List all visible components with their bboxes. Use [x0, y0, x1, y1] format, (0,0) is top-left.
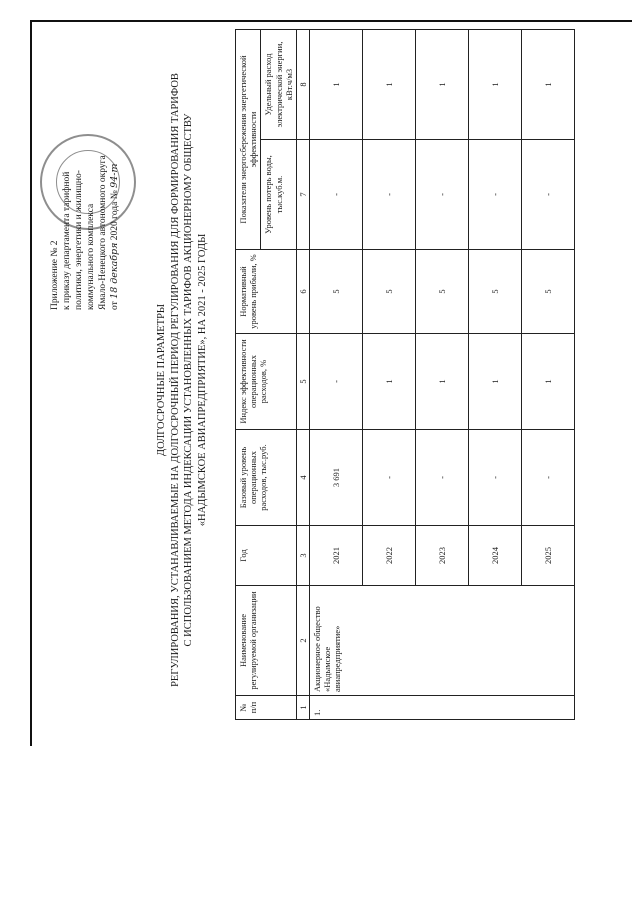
- cell-water-loss: -: [415, 140, 468, 250]
- order-number: 94-т: [109, 163, 121, 188]
- column-number: 4: [296, 430, 309, 526]
- cell-water-loss: -: [309, 140, 362, 250]
- cell-energy-consumption: 1: [362, 29, 415, 139]
- column-number: 1: [296, 696, 309, 720]
- appendix-line-1: к приказу департамента тарифной: [61, 171, 72, 310]
- date-suffix: 2020 года №: [110, 190, 121, 241]
- row-index: 1.: [309, 696, 574, 720]
- appendix-line-3: коммунального комплекса: [85, 203, 96, 310]
- cell-profit-level: 5: [309, 250, 362, 334]
- cell-year: 2025: [521, 526, 574, 586]
- header-energy-consumption: Удельный расход электрической энергии, кВт.ч/м3: [261, 29, 297, 139]
- organization-name: Акционерное общество «Надымское авиапредприятие»: [309, 586, 574, 696]
- cell-profit-level: 5: [521, 250, 574, 334]
- table-row: [309, 29, 362, 719]
- column-number: 2: [296, 586, 309, 696]
- cell-efficiency-index: 1: [415, 334, 468, 430]
- cell-profit-level: 5: [468, 250, 521, 334]
- cell-efficiency-index: -: [309, 334, 362, 430]
- appendix-date-line: [109, 40, 122, 310]
- cell-base-level: -: [521, 430, 574, 526]
- cell-year: 2021: [309, 526, 362, 586]
- header-water-loss: Уровень потерь воды, тыс.куб.м.: [261, 140, 297, 250]
- title-line-1: ДОЛГОСРОЧНЫЕ ПАРАМЕТРЫ: [156, 303, 167, 457]
- parameters-table: [235, 29, 575, 720]
- date-handwritten: 18 декабря: [109, 242, 121, 299]
- column-number: 5: [296, 334, 309, 430]
- cell-efficiency-index: 1: [468, 334, 521, 430]
- title-line-2: РЕГУЛИРОВАНИЯ, УСТАНАВЛИВАЕМЫЕ НА ДОЛГОСРОЧНЫЙ ПЕРИОД РЕГУЛИРОВАНИЯ ДЛЯ ФОРМИРОВАНИЯ ТАРИФОВ: [169, 73, 181, 687]
- cell-energy-consumption: 1: [415, 29, 468, 139]
- header-org: Наименование регулируемой организации: [236, 586, 297, 696]
- scan-border-top: [30, 20, 632, 22]
- appendix-line-4: Ямало-Ненецкого автономного округа: [97, 155, 108, 310]
- cell-base-level: -: [468, 430, 521, 526]
- column-number: 7: [296, 140, 309, 250]
- appendix-block: [50, 40, 122, 310]
- cell-energy-consumption: 1: [521, 29, 574, 139]
- column-number-row: [296, 29, 309, 719]
- cell-profit-level: 5: [415, 250, 468, 334]
- document-title: [155, 40, 210, 720]
- header-efficiency-index: Индекс эффективности операционных расходов, %: [236, 334, 297, 430]
- date-prefix: от: [110, 301, 121, 310]
- title-line-3: С ИСПОЛЬЗОВАНИЕМ МЕТОДА ИНДЕКСАЦИИ УСТАНОВЛЕННЫХ ТАРИФОВ АКЦИОНЕРНОМУ ОБЩЕСТВУ: [183, 113, 195, 647]
- cell-year: 2024: [468, 526, 521, 586]
- cell-base-level: 3 691: [309, 430, 362, 526]
- cell-water-loss: -: [521, 140, 574, 250]
- cell-energy-consumption: 1: [468, 29, 521, 139]
- cell-base-level: -: [415, 430, 468, 526]
- header-year: Год: [236, 526, 297, 586]
- appendix-line-2: политики, энергетики и жилищно-: [73, 170, 84, 310]
- cell-energy-consumption: 1: [309, 29, 362, 139]
- cell-year: 2023: [415, 526, 468, 586]
- cell-efficiency-index: 1: [362, 334, 415, 430]
- rotated-document-sheet: [40, 30, 620, 730]
- header-base-level: Базовый уровень операционных расходов, тыс.руб.: [236, 430, 297, 526]
- scan-border-left: [30, 20, 32, 746]
- cell-profit-level: 5: [362, 250, 415, 334]
- header-num: № п/п: [236, 696, 297, 720]
- header-row: [236, 29, 261, 719]
- cell-water-loss: -: [468, 140, 521, 250]
- column-number: 8: [296, 29, 309, 139]
- header-energy-group: Показатели энергосбережения энергетической эффективности: [236, 29, 261, 249]
- column-number: 6: [296, 250, 309, 334]
- appendix-label: Приложение № 2: [50, 240, 60, 310]
- cell-water-loss: -: [362, 140, 415, 250]
- cell-base-level: -: [362, 430, 415, 526]
- column-number: 3: [296, 526, 309, 586]
- header-profit-level: Нормативный уровень прибыли, %: [236, 250, 297, 334]
- title-line-4: «НАДЫМСКОЕ АВИАПРЕДПРИЯТИЕ», НА 2021 - 2025 ГОДЫ: [196, 233, 208, 527]
- cell-efficiency-index: 1: [521, 334, 574, 430]
- cell-year: 2022: [362, 526, 415, 586]
